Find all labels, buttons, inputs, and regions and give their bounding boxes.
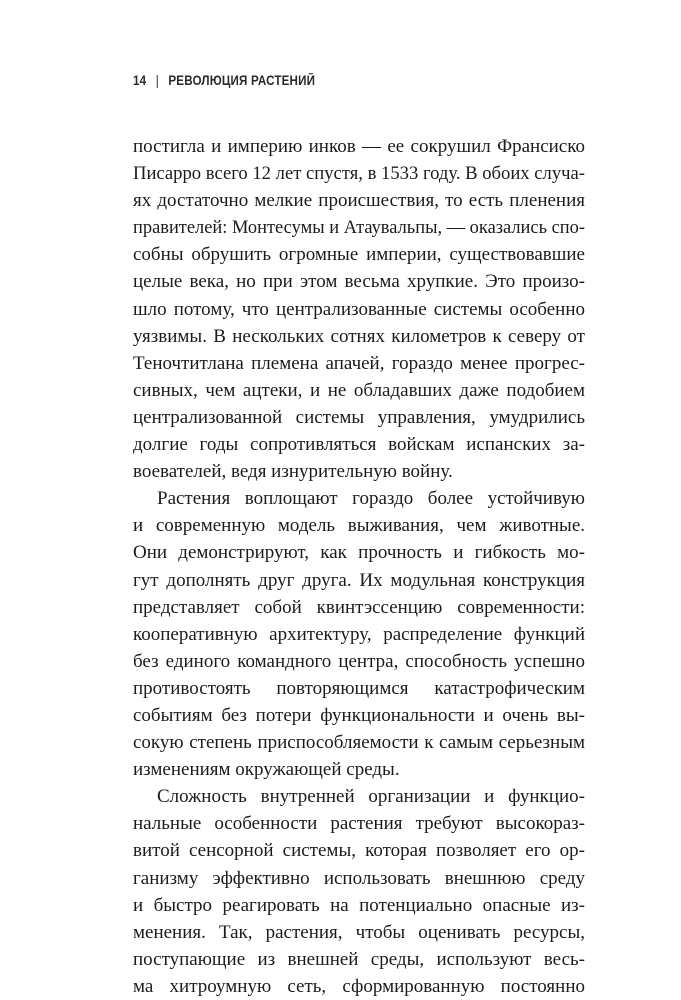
text-line: событиям без потери функциональности и очень вы- xyxy=(133,704,585,726)
text-line: гут дополнять друг друга. Их модульная конструкция xyxy=(133,569,585,591)
text-line: шло потому, что централизованные системы особенно xyxy=(133,298,585,320)
text-line: постигла и империю инков — ее сокрушил Франсиско xyxy=(133,136,585,157)
text-line: Растения воплощают гораздо более устойчивую xyxy=(157,488,585,510)
running-head xyxy=(133,73,315,88)
text-line: ганизму эффективно использовать внешнюю среду xyxy=(133,867,585,889)
text-line: целые века, но при этом весьма хрупкие. Это произо- xyxy=(133,271,585,293)
body-text xyxy=(133,133,585,1000)
paragraph-3 xyxy=(133,783,585,1000)
header-separator: | xyxy=(155,73,159,88)
paragraph-1 xyxy=(133,133,585,485)
paragraph-2 xyxy=(133,485,585,783)
text-line: ях достаточно мелкие происшествия, то есть пленения xyxy=(133,190,585,212)
text-line: и быстро реагировать на потенциально опасные из- xyxy=(133,894,585,916)
text-line: Они демонстрируют, как прочность и гибкость мо- xyxy=(133,542,585,564)
text-line: сокую степень приспособляемости к самым серьезным xyxy=(133,732,585,754)
text-line: Писарро всего 12 лет спустя, в 1533 году. В обоих случа- xyxy=(133,163,585,185)
text-line: ма хитроумную сеть, сформированную постоянно xyxy=(133,975,585,997)
text-line: правителей: Монтесумы и Атаувальпы, — оказались спо- xyxy=(133,217,586,239)
page-number: 14 xyxy=(133,73,147,88)
text-line: централизованной системы управления, умудрились xyxy=(133,406,585,428)
text-line: и современную модель выживания, чем животные. xyxy=(133,515,585,537)
text-line: Сложность внутренней организации и функцио- xyxy=(157,786,585,808)
book-title: РЕВОЛЮЦИЯ РАСТЕНИЙ xyxy=(168,73,316,88)
text-line: собны обрушить огромные империи, существовавшие xyxy=(133,244,585,266)
text-line: сивных, чем ацтеки, и не обладавших даже подобием xyxy=(133,379,585,401)
text-line: кооперативную архитектуру, распределение функций xyxy=(133,623,585,645)
text-line: поступающие из внешней среды, используют весь- xyxy=(133,948,585,970)
text-line: менения. Так, растения, чтобы оценивать ресурсы, xyxy=(133,921,585,943)
text-line: противостоять повторяющимся катастрофическим xyxy=(133,677,585,699)
text-line: Теночтитлана племена апачей, гораздо менее прогрес- xyxy=(133,352,585,374)
text-line: изменениям окружающей среды. xyxy=(133,759,400,781)
text-line: долгие годы сопротивляться войскам испанских за- xyxy=(133,434,585,456)
text-line: нальные особенности растения требуют высокораз- xyxy=(133,813,585,835)
text-line: уязвимы. В нескольких сотнях километров к северу от xyxy=(133,325,585,347)
text-line: представляет собой квинтэссенцию современности: xyxy=(133,596,585,618)
text-line: витой сенсорной системы, которая позволяет его ор- xyxy=(133,840,585,862)
text-line: без единого командного центра, способность успешно xyxy=(133,650,585,672)
text-line: воевателей, ведя изнурительную войну. xyxy=(133,461,453,483)
